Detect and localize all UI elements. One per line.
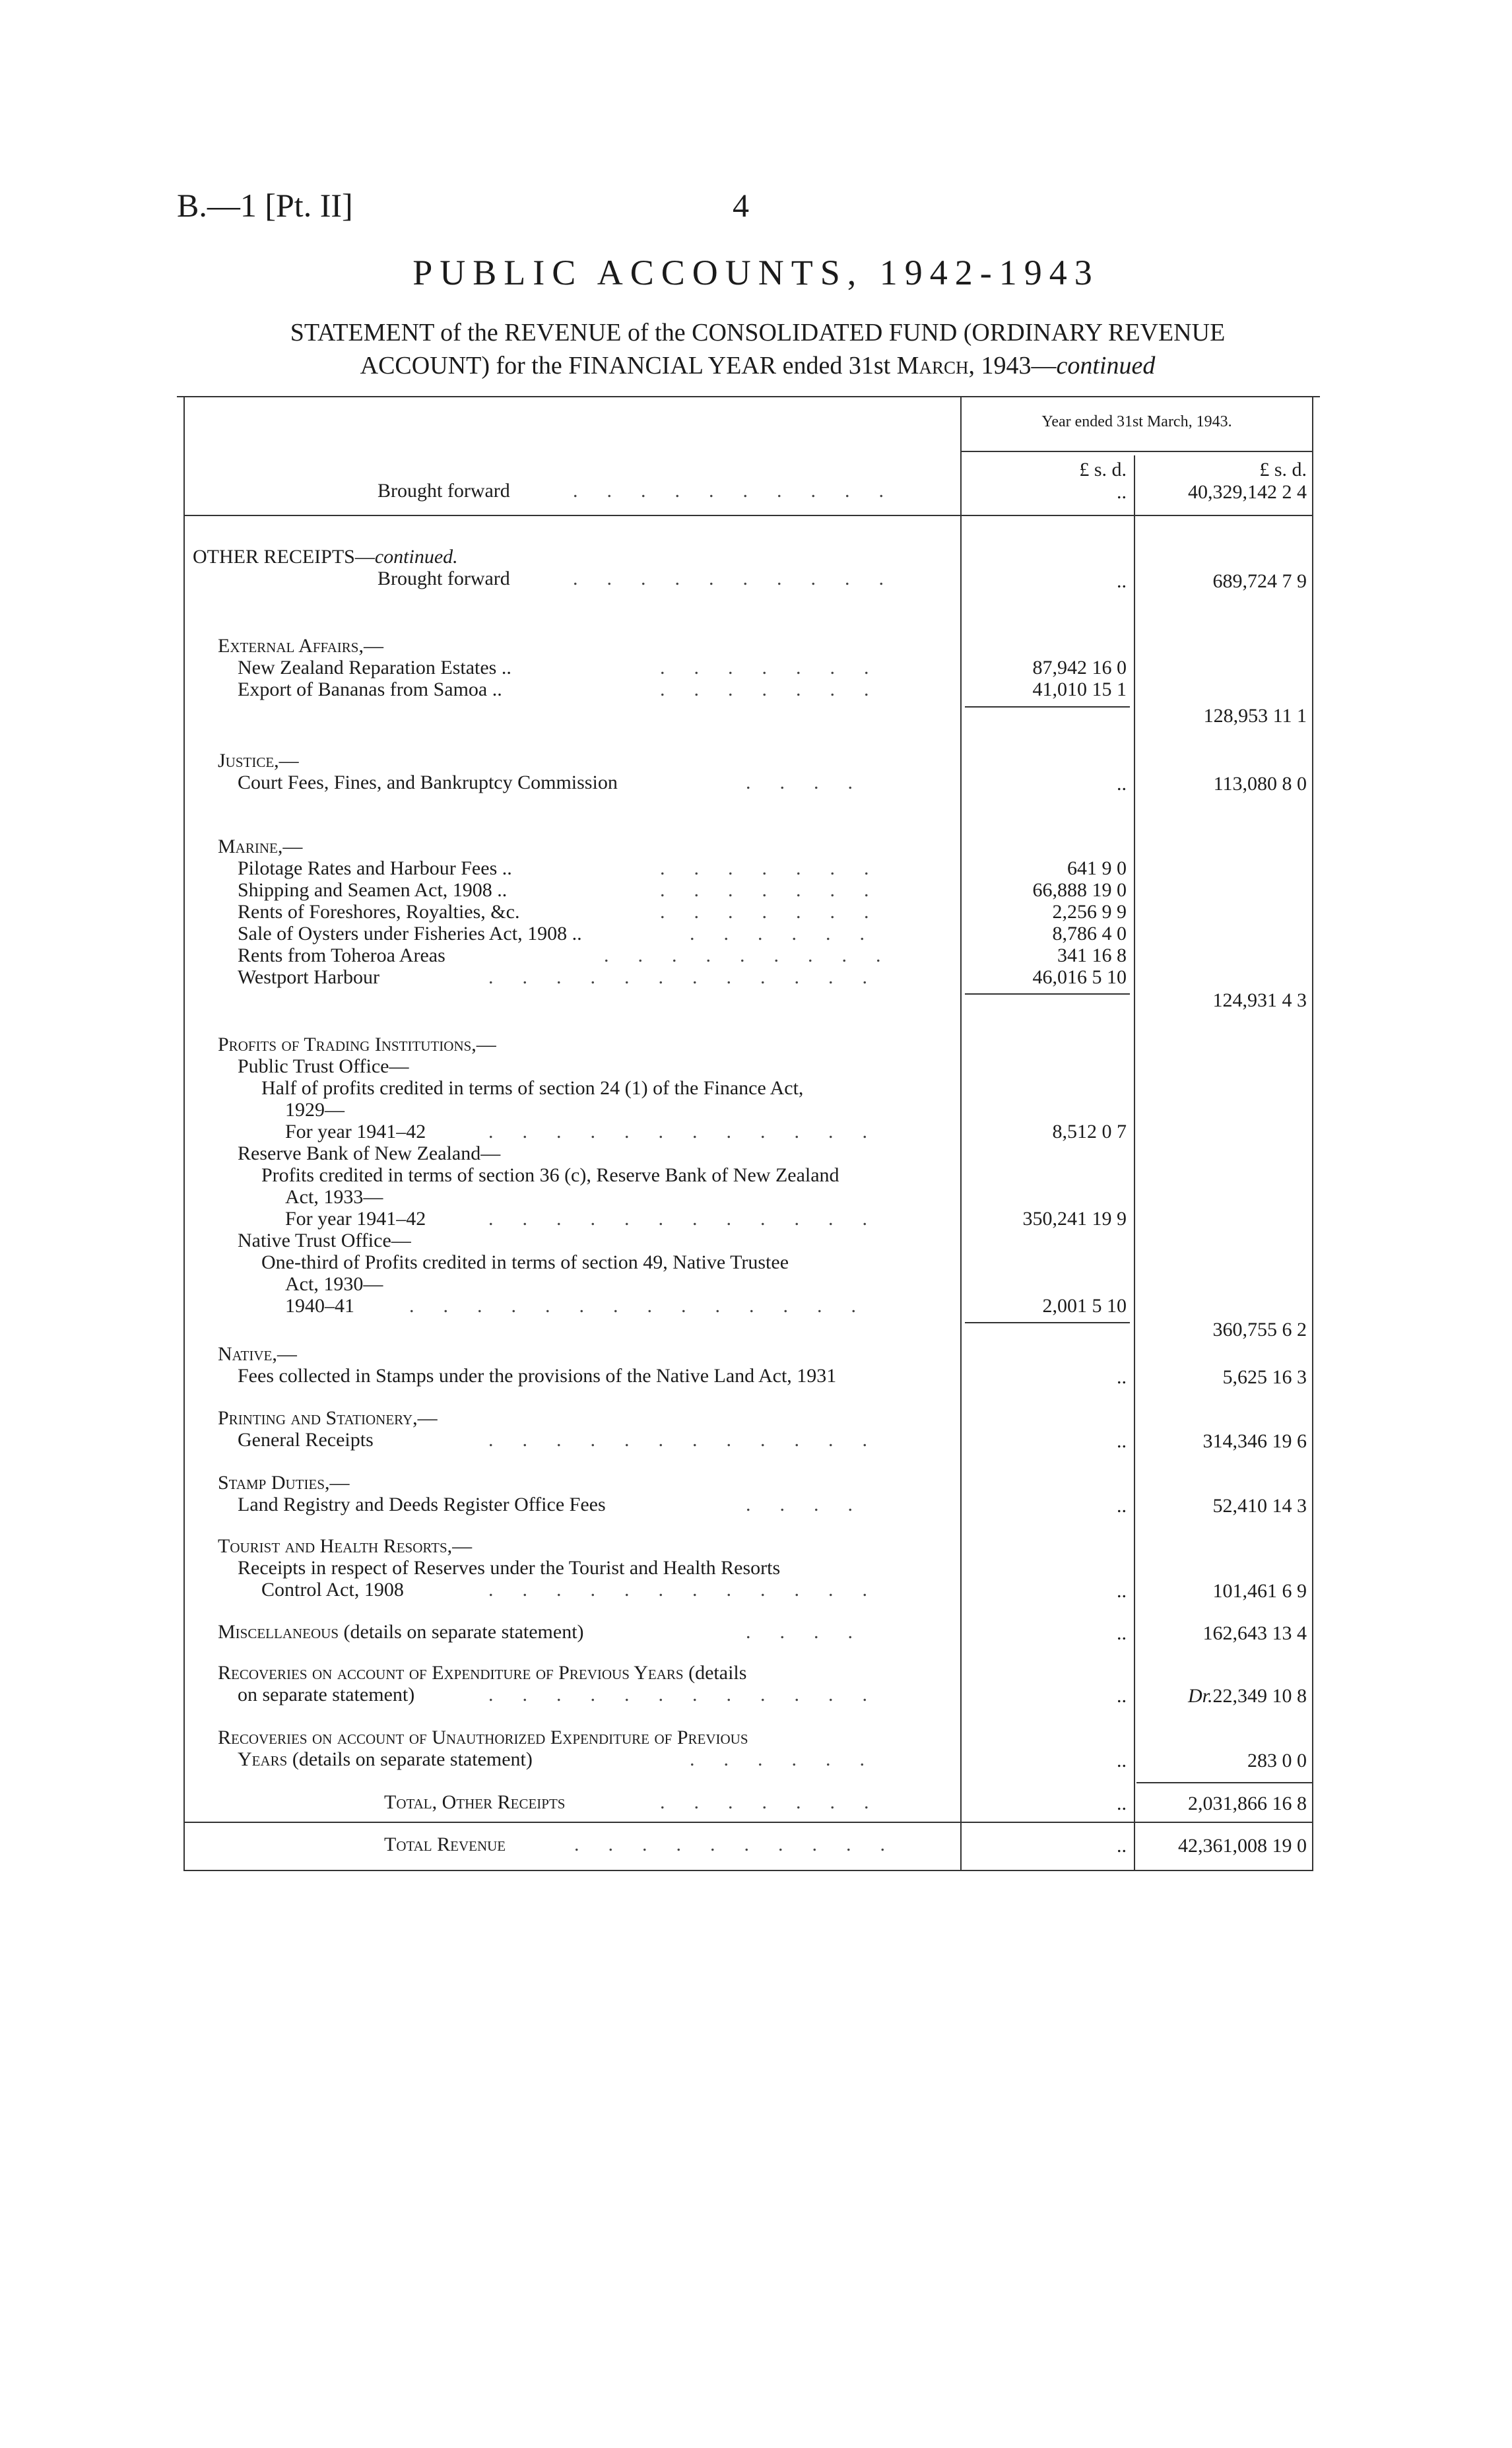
statement-subtitle-line1: STATEMENT of the REVENUE of the CONSOLIDATED FUND (ORDINARY REVENUE [290, 319, 1226, 347]
native-trust-amount: 2,001 5 10 [1042, 1295, 1127, 1317]
recoveries-previous-col1: .. [1117, 1685, 1127, 1707]
trading-total: 360,755 6 2 [1212, 1319, 1307, 1340]
table-top-rule [177, 396, 1320, 397]
public-trust-office: Public Trust Office— [238, 1055, 409, 1077]
header-subrule [962, 451, 1312, 452]
miscellaneous-heading: Miscellaneous [218, 1621, 339, 1643]
leader-dots: ....... [660, 1791, 898, 1813]
marine-item-5: Rents from Toheroa Areas [238, 944, 445, 966]
marine-item-1: Pilotage Rates and Harbour Fees .. [238, 857, 512, 879]
printing-label: General Receipts [238, 1429, 374, 1451]
external-affairs-amount-1: 87,942 16 0 [1032, 657, 1127, 678]
native-col1: .. [1117, 1366, 1127, 1388]
leader-dots: ....... [660, 678, 898, 700]
reserve-bank-year: For year 1941–42 [285, 1208, 426, 1230]
stamp-col1: .. [1117, 1495, 1127, 1517]
printing-total: 314,346 19 6 [1202, 1430, 1307, 1452]
leader-dots: ....... [660, 657, 898, 678]
total-revenue: 42,361,008 19 0 [1178, 1835, 1307, 1857]
recoveries-unauthorized-col1: .. [1117, 1750, 1127, 1771]
page-number: 4 [733, 187, 749, 224]
table-bottom-rule [183, 1870, 1313, 1871]
recoveries-unauthorized-heading: Recoveries on account of Unauthorized Expenditure of Previous [218, 1727, 748, 1748]
reserve-bank-line2: Act, 1933— [285, 1186, 383, 1208]
external-affairs-total: 128,953 11 1 [1203, 705, 1307, 727]
leader-dots: ...... [690, 923, 894, 944]
leader-dots: .......... [573, 480, 913, 502]
public-trust-line2: 1929— [285, 1099, 345, 1121]
native-total: 5,625 16 3 [1222, 1366, 1307, 1388]
subtotal-rule [965, 1322, 1130, 1323]
leader-dots: ....... [660, 901, 898, 923]
recoveries-previous-heading: Recoveries on account of Expenditure of Previous Years [218, 1662, 684, 1684]
total-rule [1136, 1782, 1312, 1783]
miscellaneous-row [218, 1620, 584, 1645]
recoveries-previous-line2: on separate statement) [238, 1684, 415, 1705]
subtitle-month: March [896, 352, 969, 380]
public-trust-year: For year 1941–42 [285, 1121, 426, 1142]
total-revenue-col1: .. [1117, 1835, 1127, 1857]
stamp-total: 52,410 14 3 [1212, 1495, 1307, 1517]
marine-item-4: Sale of Oysters under Fisheries Act, 1908 .. [238, 923, 582, 944]
brought-forward-col1: .. [1117, 481, 1127, 503]
leader-dots: ...... [690, 1748, 894, 1770]
subtitle-part-a: ACCOUNT) for the FINANCIAL YEAR ended 31st [360, 352, 897, 380]
marine-amount-1: 641 9 0 [1067, 857, 1127, 879]
recoveries-unauthorized-years: Years [238, 1748, 288, 1770]
external-affairs-item-1: New Zealand Reparation Estates .. [238, 657, 511, 678]
justice-total: 113,080 8 0 [1213, 773, 1307, 795]
column-header-year: Year ended 31st March, 1943. [1041, 413, 1232, 430]
public-trust-line1: Half of profits credited in terms of section 24 (1) of the Finance Act, [261, 1077, 804, 1099]
brought-forward-label: Brought forward [378, 480, 510, 502]
recoveries-previous-total [1136, 1684, 1307, 1709]
trading-heading: Profits of Trading Institutions,— [218, 1034, 496, 1055]
recoveries-previous-amount: 22,349 10 8 [1212, 1685, 1307, 1707]
reserve-bank-amount: 350,241 19 9 [1022, 1208, 1127, 1230]
miscellaneous-col1: .. [1117, 1622, 1127, 1644]
other-receipts-col1: .. [1117, 570, 1127, 592]
native-trust-line2: Act, 1930— [285, 1273, 383, 1295]
total-revenue-label: Total Revenue [384, 1834, 506, 1855]
marine-amount-3: 2,256 9 9 [1052, 901, 1127, 923]
subtitle-continued: continued [1056, 352, 1156, 380]
leader-dots: ......... [604, 944, 910, 966]
tourist-total: 101,461 6 9 [1212, 1580, 1307, 1602]
header-bottom-rule [183, 515, 1313, 516]
recoveries-previous-detail: (details [683, 1662, 747, 1684]
printing-col1: .. [1117, 1430, 1127, 1452]
marine-amount-2: 66,888 19 0 [1032, 879, 1127, 901]
currency-header-col2: £ s. d. [1259, 459, 1307, 480]
tourist-line1: Receipts in respect of Reserves under the Tourist and Health Resorts [238, 1557, 781, 1579]
external-affairs-amount-2: 41,010 15 1 [1032, 678, 1127, 700]
marine-amount-5: 341 16 8 [1057, 944, 1127, 966]
justice-label: Court Fees, Fines, and Bankruptcy Commission [238, 772, 618, 793]
recoveries-unauthorized-line2 [238, 1747, 533, 1772]
table-right-rule [1312, 396, 1313, 1871]
native-trust-line1: One-third of Profits credited in terms of section 49, Native Trustee [261, 1251, 789, 1273]
total-other-receipts-col1: .. [1117, 1793, 1127, 1814]
leader-dots: ............ [488, 1208, 896, 1230]
native-heading: Native,— [218, 1343, 297, 1365]
leader-dots: ............ [488, 1429, 896, 1451]
tourist-col1: .. [1117, 1580, 1127, 1602]
other-receipts-brought-forward: Brought forward [378, 568, 510, 589]
total-other-receipts-label: Total, Other Receipts [384, 1791, 566, 1813]
leader-dots: ....... [660, 857, 898, 879]
leader-dots: ............ [488, 1684, 896, 1705]
leader-dots: .... [746, 1494, 882, 1515]
native-trust-office: Native Trust Office— [238, 1230, 411, 1251]
external-affairs-heading: External Affairs,— [218, 635, 383, 657]
subtitle-part-c: , 1943— [968, 352, 1057, 380]
other-receipts-title: OTHER RECEIPTS— [193, 546, 375, 568]
currency-header-col1: £ s. d. [1079, 459, 1127, 480]
marine-amount-6: 46,016 5 10 [1032, 966, 1127, 988]
other-receipts-continued: continued. [374, 546, 458, 568]
leader-dots: .... [746, 1621, 882, 1643]
leader-dots: .............. [409, 1295, 885, 1317]
miscellaneous-detail: (details on separate statement) [339, 1621, 584, 1643]
leader-dots: .......... [574, 1834, 914, 1855]
recoveries-unauthorized-total: 283 0 0 [1247, 1750, 1307, 1771]
table-left-rule [183, 396, 185, 1871]
total-revenue-rule [183, 1822, 1313, 1823]
document-reference: B.—1 [Pt. II] [177, 187, 353, 224]
subtotal-rule [965, 706, 1130, 708]
native-label: Fees collected in Stamps under the provisions of the Native Land Act, 1931 [238, 1365, 837, 1387]
tourist-line2: Control Act, 1908 [261, 1579, 404, 1601]
printing-heading: Printing and Stationery,— [218, 1407, 438, 1429]
debit-prefix: Dr. [1187, 1685, 1213, 1707]
external-affairs-item-2: Export of Bananas from Samoa .. [238, 678, 502, 700]
recoveries-unauthorized-detail: (details on separate statement) [287, 1748, 533, 1770]
leader-dots: ....... [660, 879, 898, 901]
leader-dots: .... [746, 772, 882, 793]
leader-dots: .......... [573, 568, 913, 589]
native-trust-year: 1940–41 [285, 1295, 354, 1317]
stamp-label: Land Registry and Deeds Register Office Fees [238, 1494, 606, 1515]
reserve-bank: Reserve Bank of New Zealand— [238, 1142, 501, 1164]
leader-dots: ............ [488, 966, 896, 988]
page-title: PUBLIC ACCOUNTS, 1942-1943 [412, 253, 1100, 292]
marine-amount-4: 8,786 4 0 [1052, 923, 1127, 944]
miscellaneous-total: 162,643 13 4 [1202, 1622, 1307, 1644]
brought-forward-total: 40,329,142 2 4 [1188, 481, 1307, 503]
leader-dots: ............ [488, 1579, 896, 1601]
justice-col1: .. [1117, 773, 1127, 795]
statement-subtitle-line2 [177, 351, 1338, 380]
justice-heading: Justice,— [218, 750, 299, 772]
marine-heading: Marine,— [218, 836, 303, 857]
other-receipts-brought-total: 689,724 7 9 [1212, 570, 1307, 592]
stamp-heading: Stamp Duties,— [218, 1472, 350, 1494]
reserve-bank-line1: Profits credited in terms of section 36 (c), Reserve Bank of New Zealand [261, 1164, 839, 1186]
public-trust-amount: 8,512 0 7 [1052, 1121, 1127, 1142]
subtotal-rule [965, 993, 1130, 995]
total-other-receipts: 2,031,866 16 8 [1188, 1793, 1307, 1814]
marine-item-3: Rents of Foreshores, Royalties, &c. [238, 901, 520, 923]
marine-item-6: Westport Harbour [238, 966, 380, 988]
tourist-heading: Tourist and Health Resorts,— [218, 1535, 473, 1557]
marine-item-2: Shipping and Seamen Act, 1908 .. [238, 879, 508, 901]
leader-dots: ............ [488, 1121, 896, 1142]
column-divider-2 [1134, 455, 1135, 1871]
marine-total: 124,931 4 3 [1212, 989, 1307, 1011]
